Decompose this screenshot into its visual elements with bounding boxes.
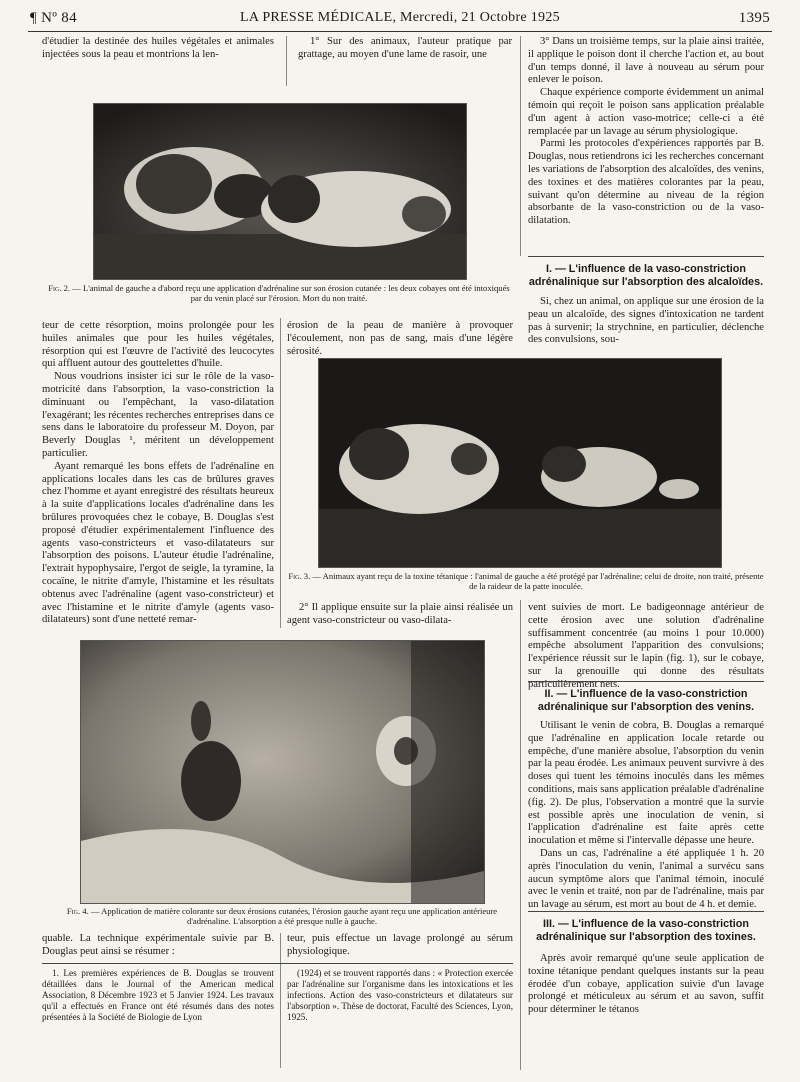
paragraph: Si, chez un animal, on applique sur une érosion de la peau un alcaloïde, des signes d'intoxication ne tardent pas à survenir; la strychnine, en particulier, déclenche des convulsions, sou- xyxy=(528,296,764,346)
column-divider xyxy=(280,933,281,1068)
paragraph: Utilisant le venin de cobra, B. Douglas a remarqué que l'adrénaline en application locale retarde ou empêche, d'une manière absolue, l'absorption du venin par la peau érodée. Les animaux peuvent survivre à des doses qui tuent les témoins inoculés dans les mêmes conditions, mais sans application préalable d'adrénaline (fig. 2). De plus, l'observation a montré que la survie est possible après une inoculation de venin, si l'application d'adrénaline est faite après cette inoculation et même si l'intervalle dépasse une heure. xyxy=(528,720,764,847)
column-divider xyxy=(520,36,521,256)
figure-2-caption xyxy=(44,283,514,304)
column-middle-mid xyxy=(287,320,513,358)
paragraph: 1° Sur des animaux, l'auteur pratique par grattage, au moyen d'une lame de rasoir, une xyxy=(298,36,512,60)
column-left-bottom xyxy=(42,933,274,959)
caption-text: — Application de matière colorante sur deux érosions cutanées, l'érosion gauche ayant reçu une application antérieure d'adrénaline. L'absorption a été presque nulle à gauche. xyxy=(90,906,498,927)
figure-label: Fig. 4. xyxy=(66,906,89,916)
column-divider xyxy=(520,600,521,1070)
footnote-text: (1924) et se trouvent rapportés dans : « Protection exercée par l'adrénaline sur l'organisme dans les intoxications et les infections. Action des vaso-constricteurs et dilatateurs sur l'absorption ». Thèse de doctorat, Faculté des Sciences, Lyon, 1925. xyxy=(287,968,514,1022)
section-1-body xyxy=(528,296,764,347)
page-number: 1395 xyxy=(738,10,770,26)
paragraph: Chaque expérience comporte évidemment un animal témoin qui reçoit le poison sans application préalable d'un agent à action vaso-motrice; celle-ci a été remplacée par un lavage au sérum physiologique. xyxy=(528,87,764,137)
paragraph: Dans un cas, l'adrénaline a été appliquée 1 h. 20 après l'inoculation du venin, l'animal a survécu sans aucun symptôme alors que l'animal témoin, inoculé avec le venin et traité, non par de l'adrénaline, mais par un lavage au sérum, est mort au bout de 4 h. et demie. xyxy=(528,847,764,911)
paragraph: 2° Il applique ensuite sur la plaie ainsi réalisée un agent vaso-constricteur ou vaso-dilata- xyxy=(287,602,513,626)
paragraph: Nous voudrions insister ici sur le rôle de la vaso-motricité dans l'absorption, la vaso-constriction la diminuant ou l'empêchant, la vaso-dilatation l'exagérant; les récentes recherches entreprises dans ce sens dans le laboratoire du professeur M. Doyon, par Beverly Douglas ¹, méritent un développement particulier. xyxy=(42,371,274,459)
section-rule xyxy=(528,911,764,912)
paragraph: Après avoir remarqué qu'une seule application de toxine tétanique pendant quelques instants sur la peau érodée d'un cobaye, application suivie d'un lavage prolongé et méticuleux au sérum et au savon, suffit pour déterminer le tétanos xyxy=(528,953,764,1016)
column-middle-low xyxy=(287,602,513,628)
footnote-text: 1. Les premières expériences de B. Douglas se trouvent détaillées dans le Journal of the American medical Association, 8 Décembre 1923 et 5 Janvier 1924. Les travaux qu'il a effectués en France ont été résumés dans des notes présentées à la Société de Biologie de Lyon xyxy=(42,968,274,1022)
figure-3-photo xyxy=(318,358,722,568)
column-middle-bottom xyxy=(287,933,513,959)
column-divider xyxy=(286,36,287,86)
section-1-title: I. — L'influence de la vaso-constriction adrénalinique sur l'absorption des alcaloïdes. xyxy=(528,263,764,288)
column-left-mid xyxy=(42,320,274,627)
paragraph: érosion de la peau de manière à provoquer l'écoulement, non pas de sang, mais d'une légère sérosité. xyxy=(287,320,513,357)
paragraph: teur de cette résorption, moins prolongée pour les huiles animales que pour les huiles végétales, résorption qui est l'œuvre de l'activité des leucocytes qui affluent autour des gouttelettes d'huile. xyxy=(42,320,274,370)
header-rule xyxy=(28,31,772,32)
footnote-left xyxy=(42,968,274,1023)
paragraph: Ayant remarqué les bons effets de l'adrénaline en applications locales dans les cas de brûlures graves chez l'homme et ayant enregistré des résultats heureux à la suite d'applications locales d'adrénaline dans les brûlures provoquées chez le cobaye, B. Douglas s'est proposé d'étudier expérimentalement l'influence des agents vaso-constricteurs et vaso-dilatateurs sur l'absorption des poisons. L'auteur étudie l'adrénaline, l'extrait hypophysaire, l'ergot de seigle, la tyramine, la cocaïne, le nitrite d'amyle, l'histamine et les résultats obtenus avec l'adrénaline (agent vaso-constricteur) et avec l'histamine et le nitrite d'amyle (agents vaso-dilatateurs) sont d'une netteté remar- xyxy=(42,460,274,626)
section-3-body xyxy=(528,953,764,1017)
figure-2-photo xyxy=(93,103,467,280)
footnote-right xyxy=(287,968,513,1023)
section-rule xyxy=(528,681,764,682)
issue-number: ¶ Nº 84 xyxy=(30,10,77,26)
figure-label: Fig. 3. xyxy=(288,571,311,581)
section-2-body xyxy=(528,720,764,912)
figure-3-caption xyxy=(286,571,766,592)
figure-label: Fig. 2. xyxy=(48,283,71,293)
footnote-rule xyxy=(42,963,513,964)
column-right-top xyxy=(528,36,764,228)
column-right-low xyxy=(528,602,764,692)
caption-text: — L'animal de gauche a d'abord reçu une application d'adrénaline sur son érosion cutanée : les deux cobayes ont été intoxiqués par du venin placé sur l'érosion. Mort du non traité. xyxy=(72,283,510,304)
paragraph: quable. La technique expérimentale suivie par B. Douglas peut ainsi se résumer : xyxy=(42,933,274,957)
column-left-top xyxy=(42,36,274,62)
figure-4-photo xyxy=(80,640,485,904)
section-3-title: III. — L'influence de la vaso-constriction adrénalinique sur l'absorption des toxines. xyxy=(536,918,756,943)
caption-text: — Animaux ayant reçu de la toxine tétanique : l'animal de gauche a été protégé par l'adrénaline; celui de droite, non traité, présente de la raideur de la patte inoculée. xyxy=(312,571,764,592)
paragraph: d'étudier la destinée des huiles végétales et animales injectées sous la peau et montrions la len- xyxy=(42,36,274,60)
section-2-title: II. — L'influence de la vaso-constriction adrénalinique sur l'absorption des venins. xyxy=(537,688,755,713)
paragraph: teur, puis effectue un lavage prolongé au sérum physiologique. xyxy=(287,933,513,957)
journal-title: LA PRESSE MÉDICALE, Mercredi, 21 Octobre 1925 xyxy=(240,10,560,25)
column-divider xyxy=(280,318,281,628)
column-middle-top xyxy=(298,36,512,62)
figure-4-caption xyxy=(44,906,520,927)
paragraph: 3° Dans un troisième temps, sur la plaie ainsi traitée, il applique le poison dont il cherche l'action et, au bout d'un temps donné, il lave à nouveau au sérum pour enlever le poison. xyxy=(528,36,764,86)
paragraph: vent suivies de mort. Le badigeonnage antérieur de cette érosion avec une solution d'adrénaline suffisamment concentrée (au moins 1 pour 10.000) empêche absolument l'apparition des convulsions; l'expérience réussit sur le lapin (fig. 1), sur le cobaye, sur la grenouille qui donne des résultats particulièrement nets. xyxy=(528,602,764,690)
paragraph: Parmi les protocoles d'expériences rapportés par B. Douglas, nous retiendrons ici les recherches concernant les variations de l'absorption des alcaloïdes, des venins, des toxines et des matières colorantes par la peau, suivant qu'on détermine au niveau de la région absorbante de la vaso-constriction ou de la vaso-dilatation. xyxy=(528,138,764,227)
section-rule xyxy=(528,256,764,257)
